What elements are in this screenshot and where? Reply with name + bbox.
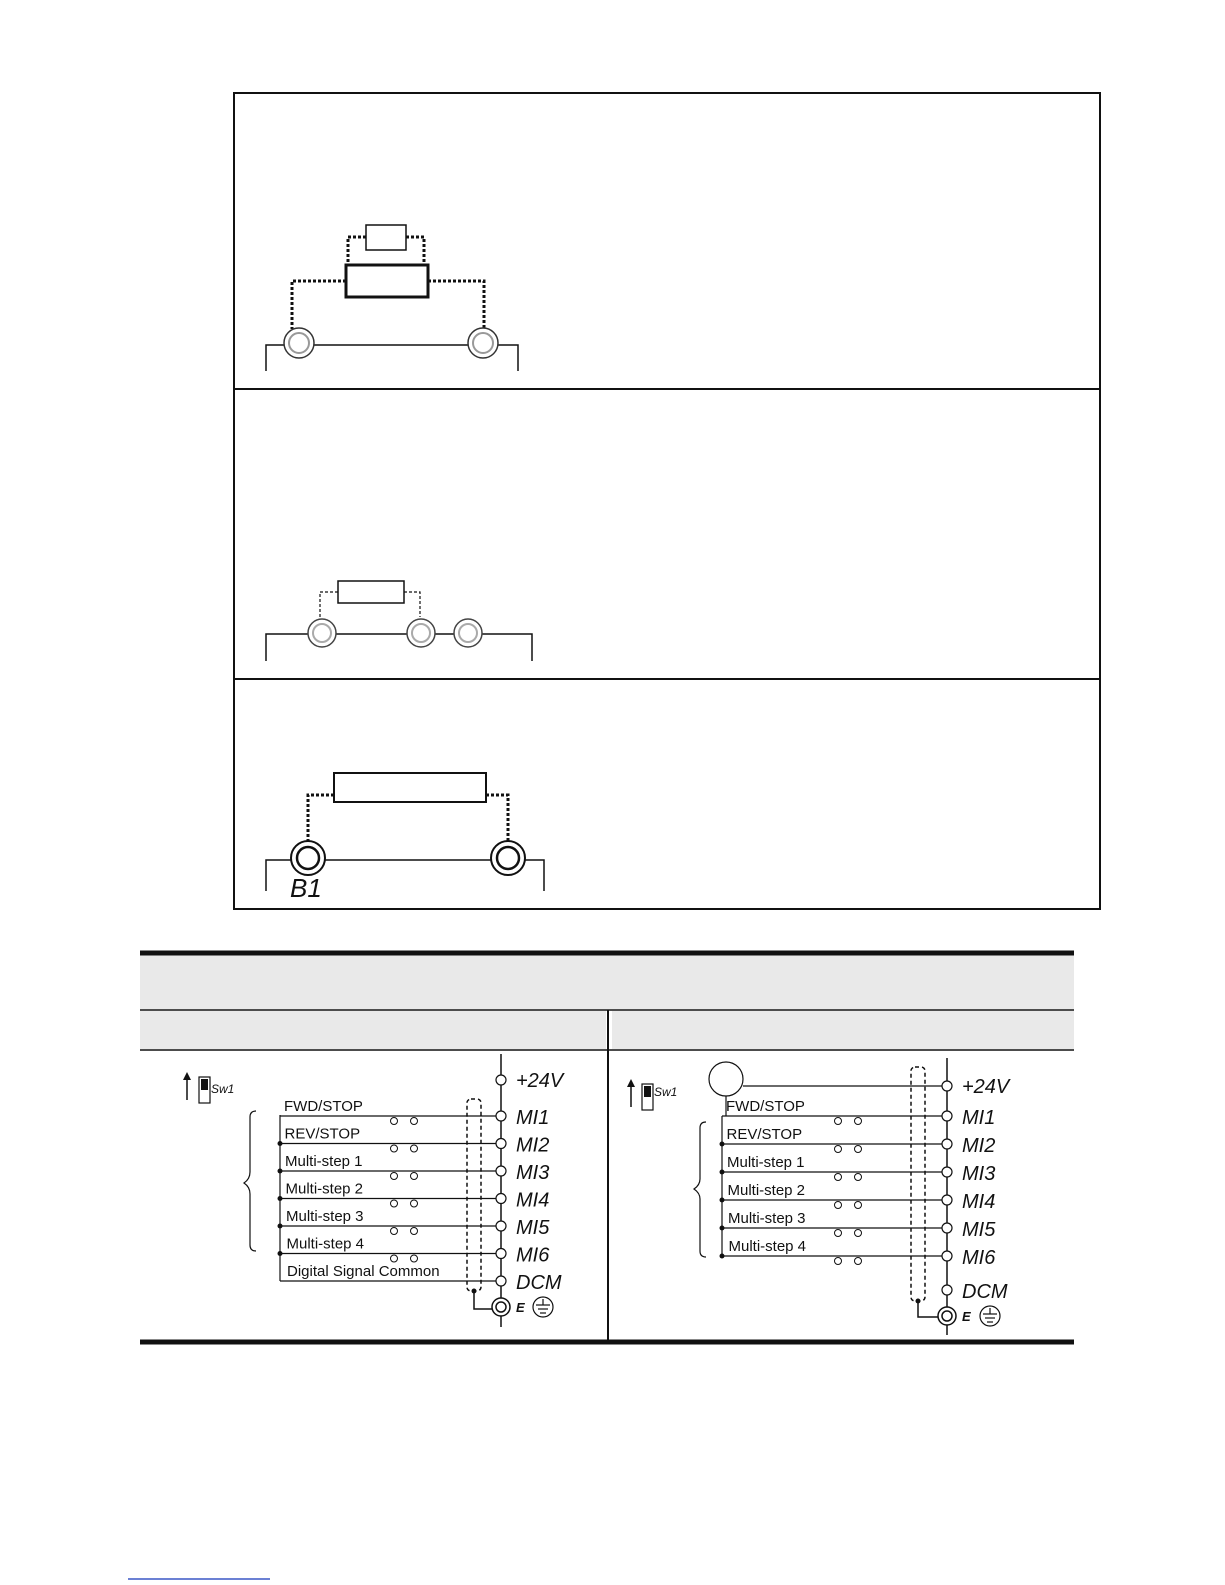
wiring-table	[140, 953, 1074, 1342]
left-terminal-label: MI2	[516, 1134, 550, 1157]
left-terminal-label: MI1	[516, 1107, 550, 1129]
left-switch-row	[280, 1263, 496, 1281]
right-terminal-label: MI1	[962, 1107, 996, 1129]
right-switch-label: Multi-step 2	[727, 1182, 806, 1199]
right-terminal-label: MI2	[962, 1135, 996, 1157]
left-switch-label: Multi-step 2	[285, 1180, 364, 1198]
right-terminal-label: MI3	[962, 1163, 996, 1185]
brace-left	[244, 1111, 256, 1251]
left-switch-row	[278, 1236, 551, 1267]
left-switch-row	[278, 1208, 551, 1239]
col-header-left	[140, 1011, 606, 1049]
right-terminal-label: MI5	[962, 1219, 996, 1241]
right-wiring	[627, 1058, 1011, 1335]
power-terminal-left: +24V	[516, 1070, 564, 1092]
left-switch-label: Multi-step 4	[286, 1235, 365, 1253]
right-switch-rows	[720, 1098, 997, 1269]
left-switch-row	[278, 1153, 550, 1184]
left-switch-row	[280, 1098, 549, 1129]
left-terminal-label: MI6	[516, 1244, 550, 1267]
left-terminal-label: MI4	[516, 1189, 550, 1212]
panel-2-diagram	[266, 581, 532, 661]
table-header-band	[140, 953, 1074, 1009]
right-switch-label: REV/STOP	[726, 1126, 803, 1143]
right-switch-row	[720, 1154, 996, 1185]
right-switch-row	[720, 1238, 997, 1269]
common-terminal-right: DCM	[962, 1281, 1008, 1303]
common-terminal-left: DCM	[516, 1272, 562, 1294]
left-terminal-label: MI5	[516, 1217, 550, 1239]
left-switch-label: Digital Signal Common	[287, 1263, 440, 1280]
panel-3-diagram	[266, 773, 544, 903]
ground-label-left: E	[516, 1300, 525, 1315]
left-switch-row	[278, 1181, 550, 1212]
left-switch-label: Multi-step 3	[286, 1208, 364, 1225]
right-switch-row	[720, 1126, 996, 1157]
left-switch-label: REV/STOP	[284, 1125, 361, 1143]
right-switch-row	[720, 1182, 996, 1213]
right-switch-label: Multi-step 4	[728, 1238, 807, 1255]
brake-panels	[234, 93, 1100, 909]
right-switch-label: Multi-step 3	[728, 1210, 806, 1227]
left-switch-label: Multi-step 1	[285, 1153, 363, 1170]
shield-right	[911, 1067, 925, 1301]
switch-label: Sw1	[211, 1082, 235, 1096]
col-header-right	[612, 1011, 1074, 1049]
right-terminal-label: MI4	[962, 1191, 996, 1213]
brake-unit	[346, 265, 428, 297]
left-switch-label: FWD/STOP	[284, 1098, 363, 1115]
right-switch-label: Multi-step 1	[727, 1154, 805, 1171]
shield-left	[467, 1099, 481, 1291]
brace-right	[694, 1122, 706, 1257]
left-terminal-label: MI3	[516, 1162, 550, 1184]
right-switch-row	[720, 1210, 997, 1241]
ground-label-right: E	[962, 1309, 971, 1324]
small-resistor	[366, 225, 406, 250]
resistor-3	[334, 773, 486, 802]
switch-label-right: Sw1	[654, 1085, 678, 1099]
left-switch-row	[278, 1126, 550, 1157]
power-terminal-right: +24V	[962, 1076, 1010, 1098]
panel-1-diagram	[266, 225, 518, 371]
left-switch-rows	[278, 1098, 551, 1281]
terminal-b1-label: B1	[290, 873, 322, 903]
right-terminal-label: MI6	[962, 1247, 996, 1269]
power-source-circle	[709, 1062, 743, 1096]
right-switch-label: FWD/STOP	[726, 1098, 805, 1115]
left-wiring	[183, 1054, 565, 1327]
right-switch-row	[722, 1098, 995, 1129]
resistor-2	[338, 581, 404, 603]
